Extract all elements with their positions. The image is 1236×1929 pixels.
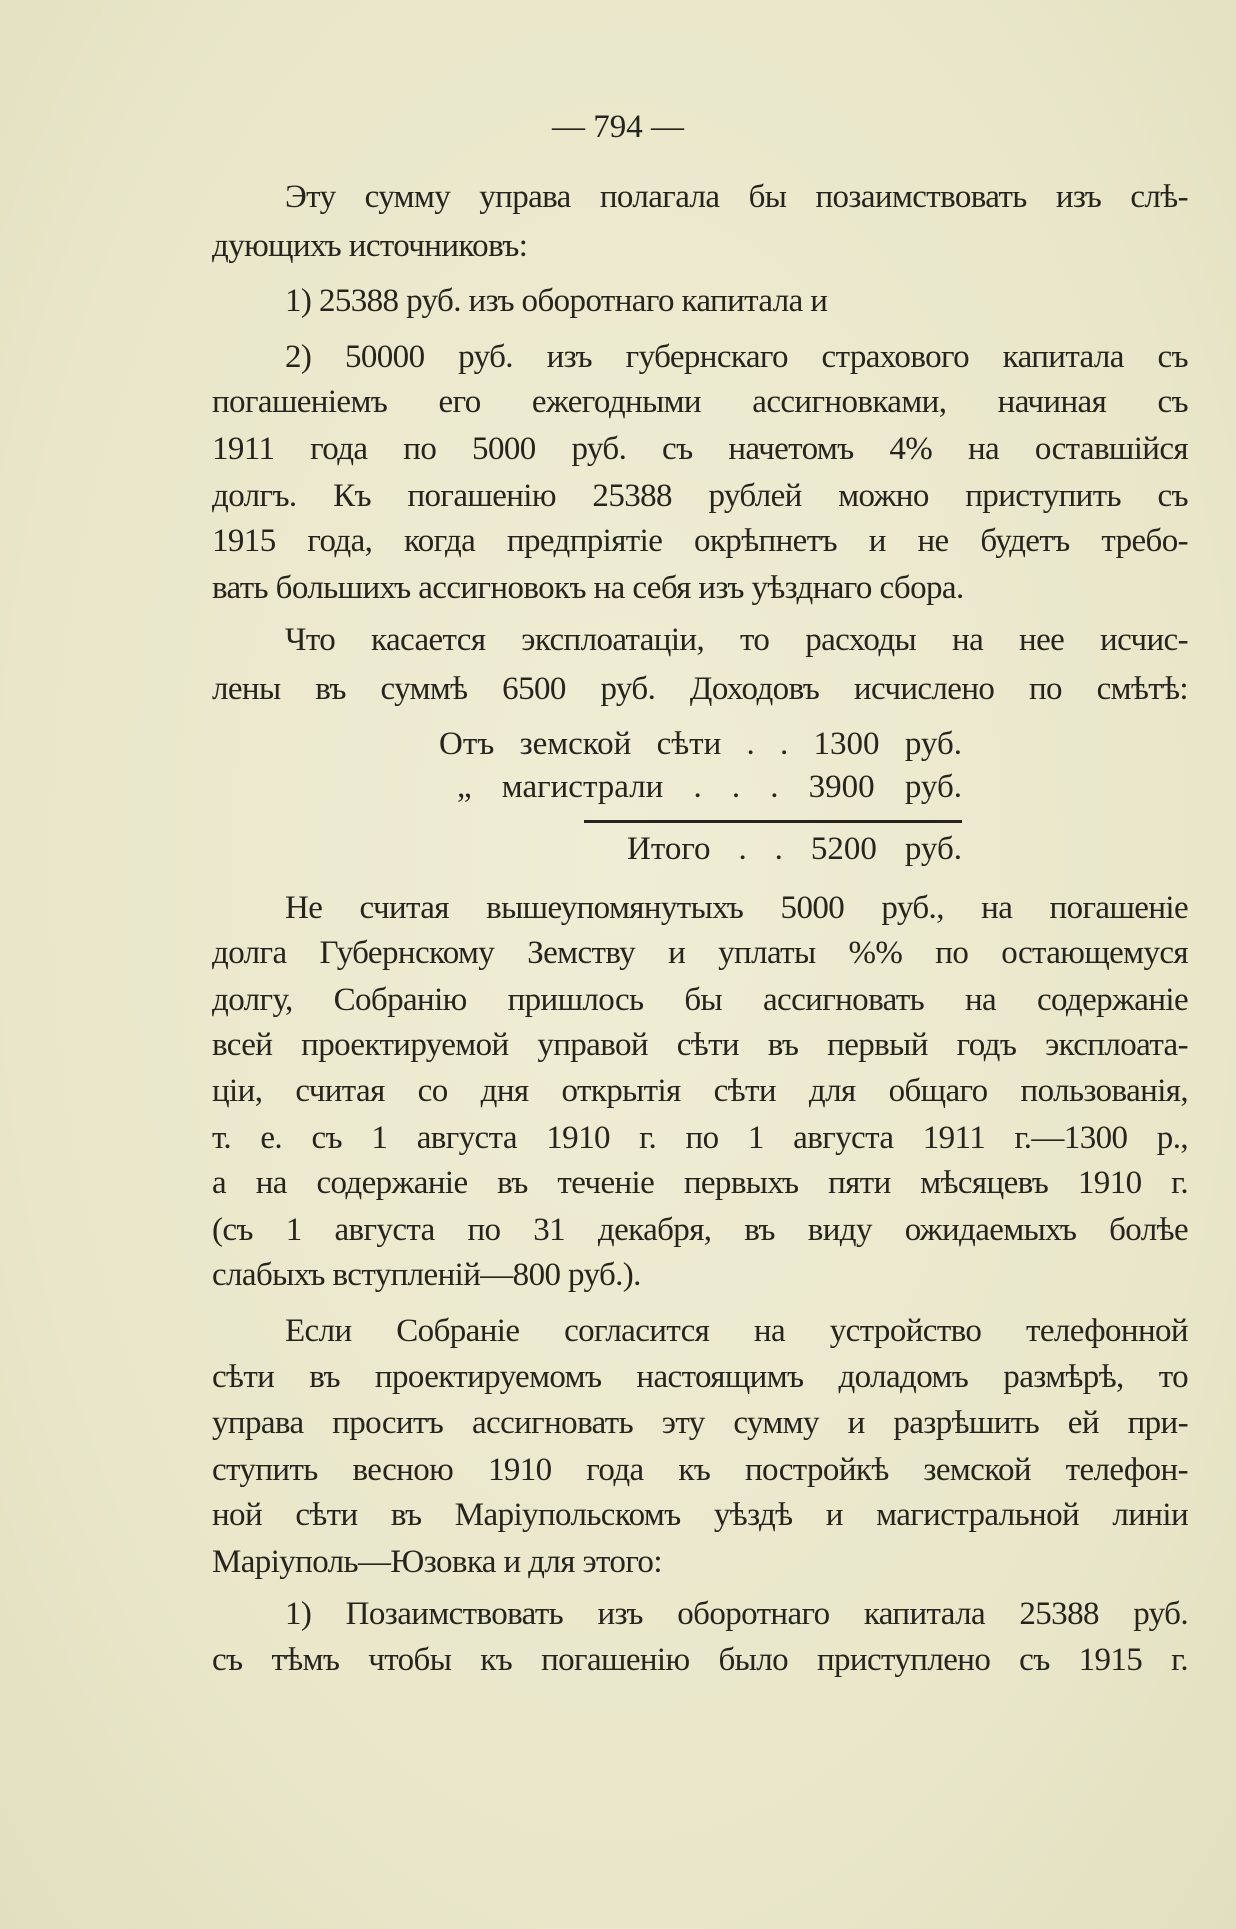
text-line: т. е. съ 1 августа 1910 г. по 1 августа 1911 г.—1300 р.,: [212, 1120, 1188, 1156]
text-line: а на содержаніе въ теченіе первыхъ пяти мѣсяцевъ 1910 г.: [212, 1165, 1188, 1201]
text-line: долга Губернскому Земству и уплаты %% по остающемуся: [212, 935, 1188, 971]
text-line: Не считая вышеупомянутыхъ 5000 руб., на погашеніе: [285, 890, 1188, 926]
text-line: Маріуполь—Юзовка и для этого:: [212, 1544, 662, 1580]
text-line: Если Собраніе согласится на устройство телефонной: [285, 1313, 1188, 1349]
text-line: 1915 года, когда предпріятіе окрѣпнетъ и не будетъ требо-: [212, 523, 1188, 559]
text-line: слабыхъ вступленій—800 руб.).: [212, 1257, 641, 1293]
text-line: ступить весною 1910 года къ постройкѣ земской телефон-: [212, 1452, 1188, 1488]
text-line: дующихъ источниковъ:: [212, 228, 528, 264]
text-line: (съ 1 августа по 31 декабря, въ виду ожидаемыхъ болѣе: [212, 1212, 1188, 1248]
sum-divider: [584, 820, 962, 823]
text-line: ной сѣти въ Маріупольскомъ уѣздѣ и магистральной линіи: [212, 1497, 1188, 1533]
text-line: 2) 50000 руб. изъ губернскаго страхового капитала съ: [285, 339, 1188, 375]
text-line: управа проситъ ассигновать эту сумму и разрѣшить ей при-: [212, 1405, 1188, 1441]
page-number: — 794 —: [552, 109, 684, 145]
text-line: съ тѣмъ чтобы къ погашенію было приступлено съ 1915 г.: [212, 1642, 1188, 1678]
text-line: сѣти въ проектируемомъ настоящимъ доладомъ размѣрѣ, то: [212, 1359, 1188, 1395]
income-row-trunk: „ магистрали . . . 3900 руб.: [457, 769, 962, 805]
income-total: Итого . . 5200 руб.: [627, 831, 962, 867]
text-line: лены въ суммѣ 6500 руб. Доходовъ исчислено по смѣтѣ:: [212, 671, 1188, 707]
text-line: всей проектируемой управой сѣти въ первый годъ эксплоата-: [212, 1027, 1188, 1063]
text-line: 1) 25388 руб. изъ оборотнаго капитала и: [285, 283, 828, 319]
income-row-zemstvo: Отъ земской сѣти . . 1300 руб.: [439, 726, 962, 762]
text-line: вать большихъ ассигновокъ на себя изъ уѣзднаго сбора.: [212, 570, 964, 606]
text-line: погашеніемъ его ежегодными ассигновками, начиная съ: [212, 384, 1188, 420]
text-line: 1911 года по 5000 руб. съ начетомъ 4% на оставшійся: [212, 431, 1188, 467]
text-line: ціи, считая со дня открытія сѣти для общаго пользованія,: [212, 1073, 1188, 1109]
text-line: долгу, Собранію пришлось бы ассигновать на содержаніе: [212, 982, 1188, 1018]
text-line: 1) Позаимствовать изъ оборотнаго капитала 25388 руб.: [285, 1596, 1188, 1632]
text-line: Эту сумму управа полагала бы позаимствовать изъ слѣ-: [285, 179, 1188, 215]
text-line: Что касается эксплоатаціи, то расходы на нее исчис-: [285, 622, 1188, 658]
text-line: долгъ. Къ погашенію 25388 рублей можно приступить съ: [212, 478, 1188, 514]
